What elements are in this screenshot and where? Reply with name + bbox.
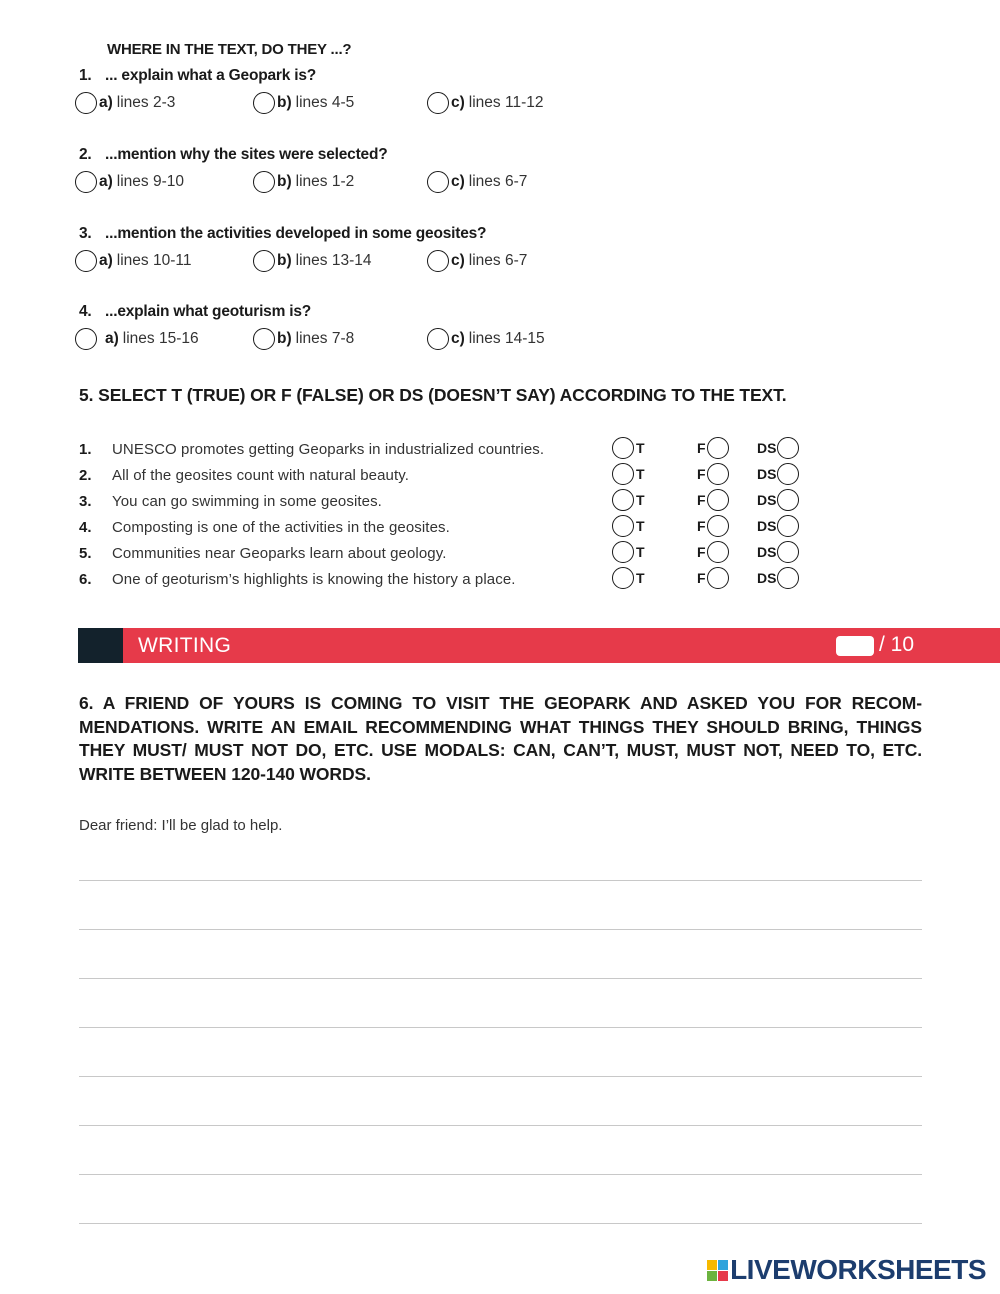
radio-circle[interactable]: [427, 171, 449, 193]
statement-text: All of the geosites count with natural beauty.: [112, 467, 409, 484]
option-letter: c): [451, 330, 465, 347]
statement-number: 4.: [79, 519, 92, 536]
radio-circle[interactable]: [612, 541, 634, 563]
radio-circle[interactable]: [777, 437, 799, 459]
radio-circle[interactable]: [253, 92, 275, 114]
radio-circle[interactable]: [707, 515, 729, 537]
radio-circle[interactable]: [612, 567, 634, 589]
question-2-option-c[interactable]: [427, 171, 527, 193]
option-letter: b): [277, 252, 292, 269]
question-3-option-b[interactable]: [253, 250, 371, 272]
ds-label: DS: [757, 570, 777, 586]
writing-bar-dark-block: [78, 628, 123, 663]
question-2: [79, 146, 388, 164]
question-2-option-a[interactable]: [75, 171, 184, 193]
radio-circle[interactable]: [707, 437, 729, 459]
statement-text: Composting is one of the activities in the geosites.: [112, 519, 450, 536]
statement-number: 5.: [79, 545, 92, 562]
writing-line: [79, 978, 922, 979]
option-lines: lines 1-2: [295, 173, 355, 190]
radio-circle[interactable]: [427, 328, 449, 350]
false-option[interactable]: [697, 489, 730, 511]
option-lines: lines 9-10: [116, 173, 185, 190]
radio-circle[interactable]: [612, 437, 634, 459]
radio-circle[interactable]: [75, 250, 97, 272]
true-label: T: [636, 544, 645, 560]
option-letter: b): [277, 94, 292, 111]
true-label: T: [636, 518, 645, 534]
radio-circle[interactable]: [777, 515, 799, 537]
radio-circle[interactable]: [777, 463, 799, 485]
option-lines: lines 15-16: [122, 330, 199, 347]
option-letter: c): [451, 173, 465, 190]
option-lines: lines 2-3: [116, 94, 176, 111]
radio-circle[interactable]: [777, 567, 799, 589]
radio-circle[interactable]: [777, 541, 799, 563]
radio-circle[interactable]: [75, 92, 97, 114]
option-lines: lines 10-11: [116, 252, 192, 269]
question-1: [79, 67, 316, 85]
statement-number: 2.: [79, 467, 92, 484]
writing-line: [79, 929, 922, 930]
radio-circle[interactable]: [253, 328, 275, 350]
doesnt-say-option[interactable]: [757, 567, 800, 589]
writing-line: [79, 1174, 922, 1175]
true-label: T: [636, 440, 645, 456]
true-label: T: [636, 570, 645, 586]
radio-circle[interactable]: [707, 463, 729, 485]
option-lines: lines 6-7: [468, 252, 528, 269]
writing-line: [79, 1027, 922, 1028]
true-option[interactable]: [612, 463, 645, 485]
liveworksheets-logo: [707, 1254, 986, 1286]
logo-block: [707, 1271, 717, 1281]
doesnt-say-option[interactable]: [757, 437, 800, 459]
doesnt-say-option[interactable]: [757, 541, 800, 563]
ds-label: DS: [757, 544, 777, 560]
option-letter: b): [277, 173, 292, 190]
radio-circle[interactable]: [707, 567, 729, 589]
radio-circle[interactable]: [75, 328, 97, 350]
question-4: [79, 303, 311, 321]
option-lines: lines 14-15: [468, 330, 545, 347]
email-greeting: Dear friend: I’ll be glad to help.: [79, 817, 283, 834]
ds-label: DS: [757, 440, 777, 456]
option-lines: lines 7-8: [295, 330, 355, 347]
section5-title: 5. SELECT T (TRUE) OR F (FALSE) OR DS (DOESN’T SAY) ACCORDING TO THE TEXT.: [79, 385, 787, 405]
doesnt-say-option[interactable]: [757, 515, 800, 537]
logo-block: [718, 1260, 728, 1270]
statement-number: 3.: [79, 493, 92, 510]
option-letter: b): [277, 330, 292, 347]
question-text: ...mention why the sites were selected?: [105, 146, 388, 163]
radio-circle[interactable]: [427, 92, 449, 114]
option-lines: lines 13-14: [295, 252, 372, 269]
statement-text: You can go swimming in some geosites.: [112, 493, 382, 510]
ds-label: DS: [757, 518, 777, 534]
doesnt-say-option[interactable]: [757, 489, 800, 511]
false-option[interactable]: [697, 567, 730, 589]
radio-circle[interactable]: [427, 250, 449, 272]
question-1-option-b[interactable]: [253, 92, 354, 114]
false-label: F: [697, 570, 706, 586]
true-option[interactable]: [612, 541, 645, 563]
writing-line: [79, 1125, 922, 1126]
true-label: T: [636, 492, 645, 508]
radio-circle[interactable]: [707, 489, 729, 511]
radio-circle[interactable]: [707, 541, 729, 563]
logo-block: [707, 1260, 717, 1270]
radio-circle[interactable]: [612, 489, 634, 511]
question-3-option-c[interactable]: [427, 250, 527, 272]
false-label: F: [697, 466, 706, 482]
tf-row: [79, 541, 819, 567]
true-option[interactable]: [612, 567, 645, 589]
radio-circle[interactable]: [777, 489, 799, 511]
radio-circle[interactable]: [612, 515, 634, 537]
statement-text: One of geoturism’s highlights is knowing the history a place.: [112, 571, 516, 588]
statement-number: 1.: [79, 441, 92, 458]
score-total: / 10: [879, 633, 915, 656]
statement-text: Communities near Geoparks learn about geology.: [112, 545, 447, 562]
ds-label: DS: [757, 492, 777, 508]
radio-circle[interactable]: [253, 171, 275, 193]
true-option[interactable]: [612, 437, 645, 459]
question-4-option-a[interactable]: [75, 328, 199, 350]
false-label: F: [697, 440, 706, 456]
option-letter: a): [99, 173, 113, 190]
question-number: 4.: [79, 303, 92, 320]
option-letter: c): [451, 252, 465, 269]
question-text: ... explain what a Geopark is?: [105, 67, 317, 84]
option-lines: lines 11-12: [468, 94, 544, 111]
option-letter: c): [451, 94, 465, 111]
true-label: T: [636, 466, 645, 482]
writing-line: [79, 1076, 922, 1077]
writing-prompt: 6. A FRIEND OF YOURS IS COMING TO VISIT THE GEOPARK AND ASKED YOU FOR RECOM-MENDATIONS. WRITE AN EMAIL RECOMMENDING WHAT THINGS THEY SHOULD BRING, THINGS THEY MUST/ MUST NOT DO, ETC. USE MODALS: CAN, CAN’T, MUST, MUST NOT, NEED TO, ETC. WRITE BETWEEN 120-140 WORDS.: [79, 693, 922, 784]
false-option[interactable]: [697, 463, 730, 485]
question-4-option-b[interactable]: [253, 328, 354, 350]
logo-icon: [707, 1260, 728, 1281]
radio-circle[interactable]: [612, 463, 634, 485]
tf-row: [79, 515, 819, 541]
question-text: ...explain what geoturism is?: [105, 303, 312, 320]
logo-block: [718, 1271, 728, 1281]
writing-line: [79, 880, 922, 881]
question-text: ...mention the activities developed in some geosites?: [105, 225, 487, 242]
doesnt-say-option[interactable]: [757, 463, 800, 485]
reading-heading: WHERE IN THE TEXT, DO THEY ...?: [107, 41, 352, 58]
question-4-option-c[interactable]: [427, 328, 545, 350]
question-number: 1.: [79, 67, 92, 84]
radio-circle[interactable]: [75, 171, 97, 193]
tf-row: [79, 463, 819, 489]
option-lines: lines 6-7: [468, 173, 528, 190]
false-label: F: [697, 492, 706, 508]
false-label: F: [697, 544, 706, 560]
tf-row: [79, 489, 819, 515]
question-2-option-b[interactable]: [253, 171, 354, 193]
false-option[interactable]: [697, 515, 730, 537]
writing-label: WRITING: [138, 634, 232, 657]
question-number: 3.: [79, 225, 92, 242]
score-input[interactable]: [836, 636, 874, 656]
question-number: 2.: [79, 146, 92, 163]
tf-row: [79, 437, 819, 463]
writing-header-bar: [78, 628, 1000, 663]
question-3: [79, 225, 486, 243]
question-1-option-a[interactable]: [75, 92, 175, 114]
ds-label: DS: [757, 466, 777, 482]
option-letter: a): [99, 252, 113, 269]
statement-number: 6.: [79, 571, 92, 588]
false-option[interactable]: [697, 541, 730, 563]
option-lines: lines 4-5: [295, 94, 355, 111]
statement-text: UNESCO promotes getting Geoparks in industrialized countries.: [112, 441, 545, 458]
false-option[interactable]: [697, 437, 730, 459]
true-option[interactable]: [612, 489, 645, 511]
option-letter: a): [99, 94, 113, 111]
writing-line: [79, 1223, 922, 1224]
question-3-option-a[interactable]: [75, 250, 191, 272]
logo-text: LIVEWORKSHEETS: [730, 1254, 986, 1285]
tf-row: [79, 567, 819, 593]
false-label: F: [697, 518, 706, 534]
option-letter: a): [105, 330, 119, 347]
true-option[interactable]: [612, 515, 645, 537]
question-1-option-c[interactable]: [427, 92, 543, 114]
radio-circle[interactable]: [253, 250, 275, 272]
